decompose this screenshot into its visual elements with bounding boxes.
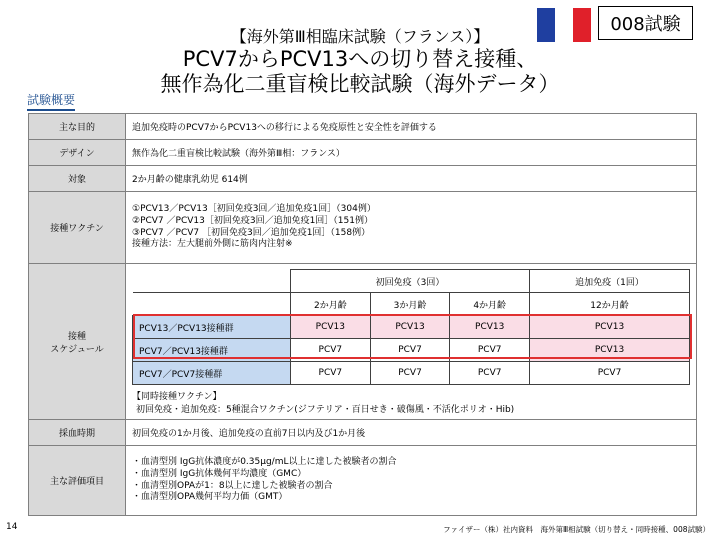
footer-source: ファイザー（株）社内資料 海外第Ⅲ相試験（切り替え・同時接種、008試験） xyxy=(443,525,710,534)
page-header xyxy=(0,28,720,96)
age-cell: 3か月齢 xyxy=(370,293,450,316)
schedule-table xyxy=(132,269,690,385)
table-row xyxy=(29,446,697,516)
table-row xyxy=(29,140,697,166)
row-label-schedule xyxy=(29,264,126,420)
dose-cell: PCV13 xyxy=(450,316,530,339)
schedule-label-line1: 接種 xyxy=(67,331,86,342)
dose-cell: PCV7 xyxy=(291,362,371,385)
section-label: 試験概要 xyxy=(27,91,75,111)
dose-cell: PCV7 xyxy=(291,339,371,362)
booster-header: 追加免疫（1回） xyxy=(530,270,690,293)
row-label-endpoints: 主な評価項目 xyxy=(29,446,126,516)
group-row xyxy=(133,362,690,385)
table-row xyxy=(29,114,697,140)
group-row xyxy=(133,339,690,362)
age-cell: 4か月齢 xyxy=(450,293,530,316)
schedule-corner xyxy=(133,293,291,316)
schedule-label-line2: スケジュール xyxy=(50,344,104,355)
header-subtitle: 【海外第Ⅲ相臨床試験（フランス）】 xyxy=(230,27,490,46)
header-title-line2: 無作為化二重盲検比較試験（海外データ） xyxy=(160,71,560,96)
age-cell: 12か月齢 xyxy=(530,293,690,316)
dose-cell: PCV7 xyxy=(530,362,690,385)
row-value-vaccine xyxy=(126,192,697,264)
row-value-schedule xyxy=(126,264,697,420)
row-label-purpose: 主な目的 xyxy=(29,114,126,140)
row-value-subjects: 2か月齢の健康乳幼児 614例 xyxy=(126,166,697,192)
concomitant-text: 初回免疫・追加免疫：5種混合ワクチン(ジフテリア・百日せき・破傷風・不活化ポリオ・Hib) xyxy=(136,404,515,415)
dose-cell: PCV13 xyxy=(530,316,690,339)
concomitant-title: 【同時接種ワクチン】 xyxy=(132,392,222,403)
row-label-subjects: 対象 xyxy=(29,166,126,192)
row-label-design: デザイン xyxy=(29,140,126,166)
dose-cell: PCV13 xyxy=(291,316,371,339)
age-cell: 2か月齢 xyxy=(291,293,371,316)
vaccine-line: ③PCV7 ／PCV7 ［初回免疫3回／追加免疫1回］（158例） xyxy=(132,227,371,238)
trial-number-badge: 008試験 xyxy=(598,6,693,40)
row-value-sampling: 初回免疫の1か月後、追加免疫の直前7日以内及び1か月後 xyxy=(126,420,697,446)
page-number: 14 xyxy=(6,522,18,532)
schedule-header-row xyxy=(133,270,690,293)
endpoint-line: ・血清型別 IgG抗体幾何平均濃度（GMC） xyxy=(132,468,307,479)
vaccine-line: ②PCV7 ／PCV13［初回免疫3回／追加免疫1回］（151例） xyxy=(132,215,373,226)
dose-cell: PCV7 xyxy=(450,339,530,362)
dose-cell: PCV7 xyxy=(370,339,450,362)
row-label-vaccine: 接種ワクチン xyxy=(29,192,126,264)
dose-cell: PCV7 xyxy=(450,362,530,385)
primary-header: 初回免疫（3回） xyxy=(291,270,530,293)
schedule-age-row xyxy=(133,293,690,316)
endpoint-line: ・血清型別OPA幾何平均力価（GMT） xyxy=(132,492,288,503)
table-row xyxy=(29,166,697,192)
table-row xyxy=(29,264,697,420)
group-name: PCV7／PCV7接種群 xyxy=(133,362,291,385)
vaccine-method: 接種方法：左大腿前外側に筋肉内注射※ xyxy=(132,239,293,250)
row-label-sampling: 採血時期 xyxy=(29,420,126,446)
endpoint-line: ・血清型別 IgG抗体濃度が0.35μg/mL以上に達した被験者の割合 xyxy=(132,457,397,468)
group-name: PCV13／PCV13接種群 xyxy=(133,316,291,339)
vaccine-line: ①PCV13／PCV13［初回免疫3回／追加免疫1回］（304例） xyxy=(132,204,376,215)
study-overview-table xyxy=(28,113,697,516)
dose-cell: PCV13 xyxy=(370,316,450,339)
group-row xyxy=(133,316,690,339)
dose-cell: PCV13 xyxy=(530,339,690,362)
header-title-line1: PCV7からPCV13への切り替え接種、 xyxy=(182,46,538,71)
dose-cell: PCV7 xyxy=(370,362,450,385)
concomitant-vaccine-note xyxy=(132,391,690,415)
row-value-endpoints xyxy=(126,446,697,516)
row-value-design: 無作為化二重盲検比較試験（海外第Ⅲ相：フランス） xyxy=(126,140,697,166)
endpoint-line: ・血清型別OPAが1：8以上に達した被験者の割合 xyxy=(132,480,333,491)
schedule-corner xyxy=(133,270,291,293)
group-name: PCV7／PCV13接種群 xyxy=(133,339,291,362)
row-value-purpose: 追加免疫時のPCV7からPCV13への移行による免疫原性と安全性を評価する xyxy=(126,114,697,140)
table-row xyxy=(29,192,697,264)
table-row xyxy=(29,420,697,446)
